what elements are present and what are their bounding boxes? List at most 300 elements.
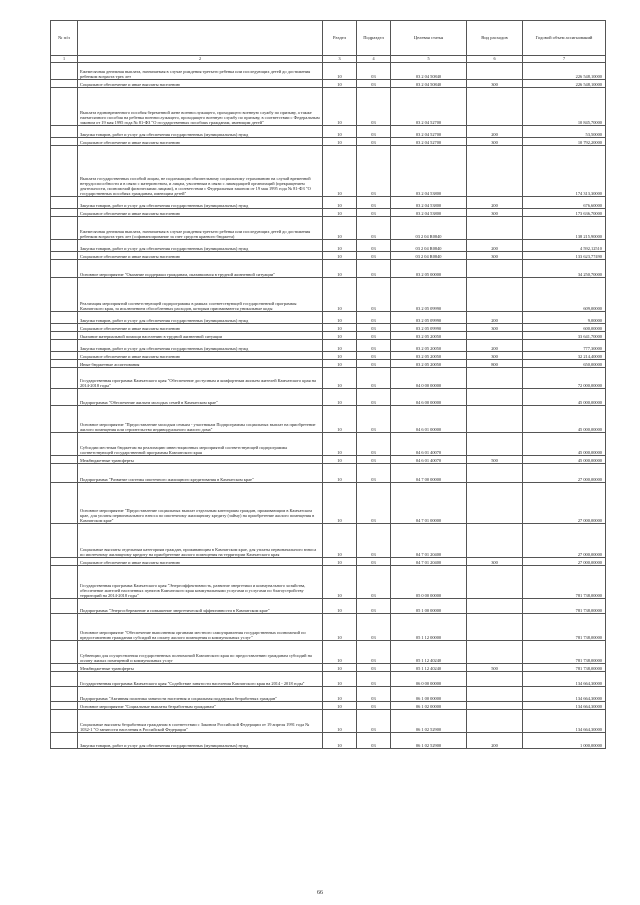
row-target-article-cell: 05 1 12 40240 (391, 641, 467, 664)
row-target-article-cell: 03 2 04 50840 (391, 63, 467, 80)
row-target-article-cell: 04 6 00 00000 (391, 389, 467, 406)
table-row (51, 340, 606, 352)
row-number-cell (51, 340, 78, 352)
table-row (51, 197, 606, 209)
row-name-cell: Подпрограмма "Энергосбережение и повышение энергетической эффективности в Камчатском крае" (78, 599, 323, 614)
row-name-cell: Основное мероприятие "Социальные выплаты безработным гражданам" (78, 702, 323, 710)
row-section-cell: 10 (323, 332, 357, 340)
row-number-cell (51, 687, 78, 702)
table-row (51, 710, 606, 733)
row-target-article-cell: 03 2 04 53800 (391, 197, 467, 209)
row-expense-type-cell (467, 599, 523, 614)
row-subsection-cell: 03 (357, 599, 391, 614)
row-amount-cell: 45 000,00000 (523, 456, 606, 464)
row-amount-cell: 133 623,77490 (523, 252, 606, 260)
row-name-cell: Субсидии местным бюджетам на реализацию инвестиционных мероприятий соответствующей подпрограммы соответствующей государственной программы Камчатского края (78, 433, 323, 456)
row-section-cell: 10 (323, 260, 357, 278)
row-amount-cell: 32 214,40000 (523, 352, 606, 360)
row-number-cell (51, 558, 78, 566)
row-subsection-cell: 03 (357, 702, 391, 710)
row-section-cell: 10 (323, 197, 357, 209)
table-row (51, 456, 606, 464)
row-name-cell: Основное мероприятие "Обеспечение выполнения органами местного самоуправления государственных полномочий по предоставлению гражданам субсидий на оплату жилого помещения и коммунальных услуг" (78, 614, 323, 641)
row-subsection-cell: 03 (357, 360, 391, 368)
row-section-cell: 10 (323, 558, 357, 566)
table-row (51, 406, 606, 433)
row-subsection-cell: 03 (357, 614, 391, 641)
row-section-cell: 10 (323, 252, 357, 260)
table-row (51, 672, 606, 687)
row-amount-cell: 45 000,00000 (523, 389, 606, 406)
row-expense-type-cell (467, 566, 523, 599)
row-subsection-cell: 03 (357, 146, 391, 197)
row-name-cell: Оказание материальной помощи населению в трудной жизненной ситуации (78, 332, 323, 340)
row-name-cell: Закупка товаров, работ и услуг для обеспечения государственных (муниципальных) нужд (78, 340, 323, 352)
row-target-article-cell: 03 2 04 52700 (391, 88, 467, 126)
row-subsection-cell: 03 (357, 88, 391, 126)
row-section-cell: 10 (323, 389, 357, 406)
table-row (51, 566, 606, 599)
col-number: 4 (357, 56, 391, 63)
row-expense-type-cell (467, 641, 523, 664)
table-row (51, 324, 606, 332)
row-expense-type-cell: 200 (467, 240, 523, 252)
row-expense-type-cell: 800 (467, 360, 523, 368)
table-row (51, 483, 606, 524)
row-expense-type-cell (467, 368, 523, 389)
row-section-cell: 10 (323, 368, 357, 389)
row-subsection-cell: 03 (357, 389, 391, 406)
row-expense-type-cell: 200 (467, 126, 523, 138)
row-section-cell: 10 (323, 664, 357, 672)
row-target-article-cell: 03 2 04 52700 (391, 126, 467, 138)
row-section-cell: 10 (323, 352, 357, 360)
row-section-cell: 10 (323, 312, 357, 324)
row-subsection-cell: 03 (357, 558, 391, 566)
row-name-cell: Подпрограмма "Активная политика занятости населения и социальная поддержка безработных граждан" (78, 687, 323, 702)
row-expense-type-cell: 300 (467, 558, 523, 566)
row-expense-type-cell: 200 (467, 340, 523, 352)
row-section-cell: 10 (323, 88, 357, 126)
table-body (51, 63, 606, 749)
col-number: 1 (51, 56, 78, 63)
col-header-target-article: Целевая статья (391, 21, 467, 56)
row-section-cell: 10 (323, 433, 357, 456)
row-number-cell (51, 63, 78, 80)
table-row (51, 217, 606, 240)
row-expense-type-cell: 500 (467, 664, 523, 672)
row-name-cell: Государственная программа Камчатского края "Энергоэффективность, развитие энергетики и коммунального хозяйства, обеспечение жителей населенных пунктов Камчатского края коммунальными услугами и услугами по благоустройству территорий на 2014-2018 годы" (78, 566, 323, 599)
row-target-article-cell: 06 1 02 52900 (391, 710, 467, 733)
row-name-cell: Подпрограмма "Развитие системы ипотечного жилищного кредитования в Камчатском крае" (78, 464, 323, 483)
row-expense-type-cell (467, 702, 523, 710)
row-name-cell: Основное мероприятие "Предоставление молодым семьям - участникам Подпрограммы социальных выплат на приобретение жилого помещения или строительство индивидуального жилого дома" (78, 406, 323, 433)
table-header-row (51, 21, 606, 56)
row-target-article-cell: 06 1 00 00000 (391, 687, 467, 702)
row-number-cell (51, 464, 78, 483)
column-number-row (51, 56, 606, 63)
row-name-cell: Основное мероприятие "Оказание поддержки гражданам, оказавшимся в трудной жизненной ситуации" (78, 260, 323, 278)
row-expense-type-cell (467, 406, 523, 433)
row-amount-cell: 134 664,30000 (523, 687, 606, 702)
row-subsection-cell: 03 (357, 483, 391, 524)
row-number-cell (51, 260, 78, 278)
row-section-cell: 10 (323, 464, 357, 483)
row-amount-cell: 781 738,00000 (523, 641, 606, 664)
table-row (51, 209, 606, 217)
row-target-article-cell: 03 2 05 20050 (391, 332, 467, 340)
row-expense-type-cell: 200 (467, 312, 523, 324)
table-row (51, 312, 606, 324)
row-subsection-cell: 03 (357, 687, 391, 702)
row-subsection-cell: 03 (357, 340, 391, 352)
row-number-cell (51, 456, 78, 464)
row-target-article-cell: 03 2 04 R0840 (391, 252, 467, 260)
row-target-article-cell: 03 2 04 R0840 (391, 240, 467, 252)
col-header-number: № п/п (51, 21, 78, 56)
row-subsection-cell: 03 (357, 406, 391, 433)
row-amount-cell: 226 548,10000 (523, 80, 606, 88)
row-expense-type-cell (467, 433, 523, 456)
row-amount-cell: 781 738,00000 (523, 664, 606, 672)
row-section-cell: 10 (323, 483, 357, 524)
row-amount-cell: 1 000,00000 (523, 733, 606, 749)
table-row (51, 138, 606, 146)
row-name-cell: Субвенции для осуществления государственных полномочий Камчатского края по предоставлению гражданам субсидий на оплату жилых помещений и коммунальных услуг (78, 641, 323, 664)
row-expense-type-cell: 200 (467, 733, 523, 749)
row-section-cell: 10 (323, 240, 357, 252)
row-target-article-cell: 03 2 05 09990 (391, 312, 467, 324)
row-target-article-cell: 03 2 05 20050 (391, 340, 467, 352)
row-subsection-cell: 03 (357, 209, 391, 217)
row-name-cell: Выплата государственных пособий лицам, не подлежащим обязательному социальному страхованию на случай временной нетрудоспособности и в связи с материнством, и лицам, уволенным в связи с ликвидацией организаций (прекращением деятельности, полномочий физическими лицами), в соответствии с Федеральным законом от 19 мая 1995 года № 81-ФЗ "О государственных пособиях гражданам, имеющим детей" (78, 146, 323, 197)
row-section-cell: 10 (323, 80, 357, 88)
row-number-cell (51, 672, 78, 687)
row-number-cell (51, 599, 78, 614)
row-target-article-cell: 04 7 00 00000 (391, 464, 467, 483)
row-subsection-cell: 03 (357, 278, 391, 312)
row-section-cell: 10 (323, 524, 357, 558)
row-section-cell: 10 (323, 324, 357, 332)
row-name-cell: Государственная программа Камчатского края "Обеспечение доступным и комфортным жильем жителей Камчатского края на 2014-2018 годы" (78, 368, 323, 389)
row-number-cell (51, 710, 78, 733)
row-expense-type-cell (467, 88, 523, 126)
row-number-cell (51, 217, 78, 240)
row-name-cell: Закупка товаров, работ и услуг для обеспечения государственных (муниципальных) нужд (78, 312, 323, 324)
table-row (51, 524, 606, 558)
row-section-cell: 10 (323, 138, 357, 146)
row-amount-cell: 134 664,30000 (523, 702, 606, 710)
row-target-article-cell: 03 2 04 53800 (391, 146, 467, 197)
row-expense-type-cell: 500 (467, 456, 523, 464)
table-row (51, 278, 606, 312)
row-expense-type-cell (467, 146, 523, 197)
row-name-cell: Социальное обеспечение и иные выплаты населению (78, 352, 323, 360)
row-section-cell: 10 (323, 641, 357, 664)
row-amount-cell: 4 592,12510 (523, 240, 606, 252)
row-section-cell: 10 (323, 733, 357, 749)
row-amount-cell: 138 215,90000 (523, 217, 606, 240)
row-expense-type-cell (467, 332, 523, 340)
row-subsection-cell: 03 (357, 566, 391, 599)
row-section-cell: 10 (323, 672, 357, 687)
row-number-cell (51, 352, 78, 360)
row-name-cell: Социальное обеспечение и иные выплаты населению (78, 209, 323, 217)
row-number-cell (51, 664, 78, 672)
row-expense-type-cell (467, 483, 523, 524)
row-expense-type-cell (467, 217, 523, 240)
table-row (51, 558, 606, 566)
row-target-article-cell: 05 1 12 40240 (391, 664, 467, 672)
table-row (51, 360, 606, 368)
row-section-cell: 10 (323, 360, 357, 368)
row-subsection-cell: 03 (357, 324, 391, 332)
row-expense-type-cell: 300 (467, 209, 523, 217)
row-name-cell: Выплата единовременного пособия беременной жене военнослужащего, проходящего военную службу по призыву, а также ежемесячного пособия на ребенка военнослужащего, проходящего военную службу по призыву, в соответствии с Федеральным законом от 19 мая 1995 года № 81-ФЗ "О государственных пособиях гражданам, имеющим детей" (78, 88, 323, 126)
row-subsection-cell: 03 (357, 197, 391, 209)
row-target-article-cell: 04 6 01 40070 (391, 456, 467, 464)
row-number-cell (51, 278, 78, 312)
row-expense-type-cell (467, 260, 523, 278)
budget-table (50, 20, 606, 749)
row-amount-cell: 9,00000 (523, 312, 606, 324)
row-amount-cell: 226 548,10000 (523, 63, 606, 80)
row-number-cell (51, 240, 78, 252)
row-number-cell (51, 360, 78, 368)
table-row (51, 733, 606, 749)
row-number-cell (51, 146, 78, 197)
row-name-cell: Государственная программа Камчатского края "Содействие занятости населения Камчатского края на 2014 - 2018 годы" (78, 672, 323, 687)
row-number-cell (51, 641, 78, 664)
row-expense-type-cell (467, 524, 523, 558)
row-section-cell: 10 (323, 599, 357, 614)
row-section-cell: 10 (323, 146, 357, 197)
row-expense-type-cell: 300 (467, 80, 523, 88)
row-number-cell (51, 252, 78, 260)
row-name-cell: Закупка товаров, работ и услуг для обеспечения государственных (муниципальных) нужд (78, 733, 323, 749)
row-subsection-cell: 03 (357, 352, 391, 360)
row-subsection-cell: 03 (357, 240, 391, 252)
table-row (51, 389, 606, 406)
row-target-article-cell: 03 2 05 09990 (391, 324, 467, 332)
table-row (51, 641, 606, 664)
row-expense-type-cell (467, 672, 523, 687)
row-section-cell: 10 (323, 702, 357, 710)
row-number-cell (51, 324, 78, 332)
row-amount-cell: 10 792,20000 (523, 138, 606, 146)
row-name-cell: Социальное обеспечение и иные выплаты населению (78, 558, 323, 566)
row-number-cell (51, 209, 78, 217)
row-name-cell: Социальное обеспечение и иные выплаты населению (78, 324, 323, 332)
row-name-cell: Основное мероприятие "Предоставление социальных выплат отдельным категориям граждан, проживающим в Камчатском крае, для уплаты первоначального взноса по ипотечному жилищному кредиту (займу) на приобретение жилого помещения в Камчатском крае" (78, 483, 323, 524)
row-amount-cell: 27 000,00000 (523, 464, 606, 483)
row-number-cell (51, 332, 78, 340)
row-section-cell: 10 (323, 278, 357, 312)
row-name-cell: Межбюджетные трансферты (78, 664, 323, 672)
row-number-cell (51, 197, 78, 209)
row-subsection-cell: 03 (357, 368, 391, 389)
table-row (51, 260, 606, 278)
row-amount-cell: 72 000,00000 (523, 368, 606, 389)
row-amount-cell: 27 000,00000 (523, 483, 606, 524)
row-section-cell: 10 (323, 614, 357, 641)
row-section-cell: 10 (323, 63, 357, 80)
row-name-cell: Социальные выплаты отдельным категориям граждан, проживающим в Камчатском крае, для уплаты первоначального взноса по ипотечному жилищному кредиту на приобретение жилого помещения на территории Камчатского края (78, 524, 323, 558)
table-row (51, 614, 606, 641)
row-expense-type-cell (467, 710, 523, 733)
row-target-article-cell: 03 2 04 R0840 (391, 217, 467, 240)
row-section-cell: 10 (323, 687, 357, 702)
row-subsection-cell: 03 (357, 126, 391, 138)
row-expense-type-cell (467, 278, 523, 312)
row-section-cell: 10 (323, 456, 357, 464)
row-target-article-cell: 03 2 05 00000 (391, 260, 467, 278)
table-row (51, 368, 606, 389)
table-row (51, 332, 606, 340)
row-section-cell: 10 (323, 566, 357, 599)
table-row (51, 240, 606, 252)
row-amount-cell: 27 000,00000 (523, 558, 606, 566)
row-subsection-cell: 03 (357, 80, 391, 88)
col-header-subsection: Подраздел (357, 21, 391, 56)
row-subsection-cell: 03 (357, 433, 391, 456)
row-section-cell: 10 (323, 340, 357, 352)
row-number-cell (51, 312, 78, 324)
row-subsection-cell: 03 (357, 456, 391, 464)
row-amount-cell: 27 000,00000 (523, 524, 606, 558)
row-section-cell: 10 (323, 217, 357, 240)
row-target-article-cell: 04 7 01 20400 (391, 524, 467, 558)
row-subsection-cell: 03 (357, 260, 391, 278)
row-number-cell (51, 88, 78, 126)
row-target-article-cell: 04 6 01 00000 (391, 406, 467, 433)
table-row (51, 664, 606, 672)
table-row (51, 88, 606, 126)
row-target-article-cell: 04 7 01 00000 (391, 483, 467, 524)
col-header-expense-type: Вид расходов (467, 21, 523, 56)
row-target-article-cell: 03 2 05 09990 (391, 278, 467, 312)
row-subsection-cell: 03 (357, 332, 391, 340)
row-subsection-cell: 03 (357, 252, 391, 260)
row-number-cell (51, 733, 78, 749)
row-amount-cell: 600,00000 (523, 324, 606, 332)
row-number-cell (51, 80, 78, 88)
col-header-annual-amount: Годовой объем ассигнований (523, 21, 606, 56)
row-amount-cell: 34 250,70000 (523, 260, 606, 278)
row-section-cell: 10 (323, 710, 357, 733)
row-expense-type-cell (467, 389, 523, 406)
row-subsection-cell: 03 (357, 217, 391, 240)
row-number-cell (51, 368, 78, 389)
row-number-cell (51, 126, 78, 138)
row-name-cell: Закупка товаров, работ и услуг для обеспечения государственных (муниципальных) нужд (78, 197, 323, 209)
row-subsection-cell: 03 (357, 641, 391, 664)
table-row (51, 63, 606, 80)
table-row (51, 126, 606, 138)
row-number-cell (51, 524, 78, 558)
row-name-cell: Закупка товаров, работ и услуг для обеспечения государственных (муниципальных) нужд (78, 240, 323, 252)
row-amount-cell: 45 000,00000 (523, 406, 606, 433)
page-number: 66 (317, 890, 323, 896)
row-target-article-cell: 03 2 05 20050 (391, 360, 467, 368)
row-expense-type-cell: 300 (467, 252, 523, 260)
row-section-cell: 10 (323, 209, 357, 217)
row-target-article-cell: 03 2 05 20050 (391, 352, 467, 360)
row-amount-cell: 609,00000 (523, 278, 606, 312)
row-amount-cell: 45 000,00000 (523, 433, 606, 456)
row-name-cell: Социальное обеспечение и иные выплаты населению (78, 252, 323, 260)
table-row (51, 687, 606, 702)
row-amount-cell: 134 664,30000 (523, 672, 606, 687)
row-target-article-cell: 05 1 00 00000 (391, 599, 467, 614)
row-expense-type-cell (467, 464, 523, 483)
budget-page (50, 20, 605, 749)
row-target-article-cell: 04 7 01 20400 (391, 558, 467, 566)
row-target-article-cell: 03 2 04 50840 (391, 80, 467, 88)
table-row (51, 80, 606, 88)
row-target-article-cell: 04 6 01 40070 (391, 433, 467, 456)
row-subsection-cell: 03 (357, 464, 391, 483)
row-amount-cell: 650,00000 (523, 360, 606, 368)
table-row (51, 146, 606, 197)
row-number-cell (51, 566, 78, 599)
row-amount-cell: 781 738,00000 (523, 599, 606, 614)
row-number-cell (51, 702, 78, 710)
row-name-cell: Подпрограмма "Обеспечение жильем молодых семей в Камчатском крае" (78, 389, 323, 406)
row-subsection-cell: 03 (357, 664, 391, 672)
row-target-article-cell: 06 0 00 00000 (391, 672, 467, 687)
row-name-cell: Межбюджетные трансферты (78, 456, 323, 464)
row-target-article-cell: 06 1 02 00000 (391, 702, 467, 710)
row-expense-type-cell: 200 (467, 197, 523, 209)
table-row (51, 702, 606, 710)
table-row (51, 433, 606, 456)
row-target-article-cell: 04 0 00 00000 (391, 368, 467, 389)
row-target-article-cell: 03 2 04 53800 (391, 209, 467, 217)
row-number-cell (51, 433, 78, 456)
row-number-cell (51, 389, 78, 406)
row-expense-type-cell: 300 (467, 352, 523, 360)
row-amount-cell: 777,30000 (523, 340, 606, 352)
row-expense-type-cell (467, 614, 523, 641)
row-expense-type-cell (467, 63, 523, 80)
row-subsection-cell: 03 (357, 733, 391, 749)
row-expense-type-cell (467, 687, 523, 702)
row-expense-type-cell: 300 (467, 138, 523, 146)
row-name-cell: Социальное обеспечение и иные выплаты населению (78, 80, 323, 88)
row-expense-type-cell: 300 (467, 324, 523, 332)
row-target-article-cell: 05 1 12 00000 (391, 614, 467, 641)
row-number-cell (51, 614, 78, 641)
col-number: 5 (391, 56, 467, 63)
col-header-section: Раздел (323, 21, 357, 56)
row-amount-cell: 174 313,30000 (523, 146, 606, 197)
col-number: 3 (323, 56, 357, 63)
row-amount-cell: 33 641,70000 (523, 332, 606, 340)
row-section-cell: 10 (323, 126, 357, 138)
col-number: 7 (523, 56, 606, 63)
row-target-article-cell: 05 0 00 00000 (391, 566, 467, 599)
row-amount-cell: 10 845,70000 (523, 88, 606, 126)
row-amount-cell: 53,50000 (523, 126, 606, 138)
row-name-cell: Ежемесячная денежная выплата, назначаемая в случае рождения третьего ребенка или последующих детей до достижения ребенком возраста трех лет (78, 63, 323, 80)
row-number-cell (51, 138, 78, 146)
row-subsection-cell: 03 (357, 63, 391, 80)
table-row (51, 599, 606, 614)
row-number-cell (51, 483, 78, 524)
row-subsection-cell: 03 (357, 710, 391, 733)
col-header-name (78, 21, 323, 56)
